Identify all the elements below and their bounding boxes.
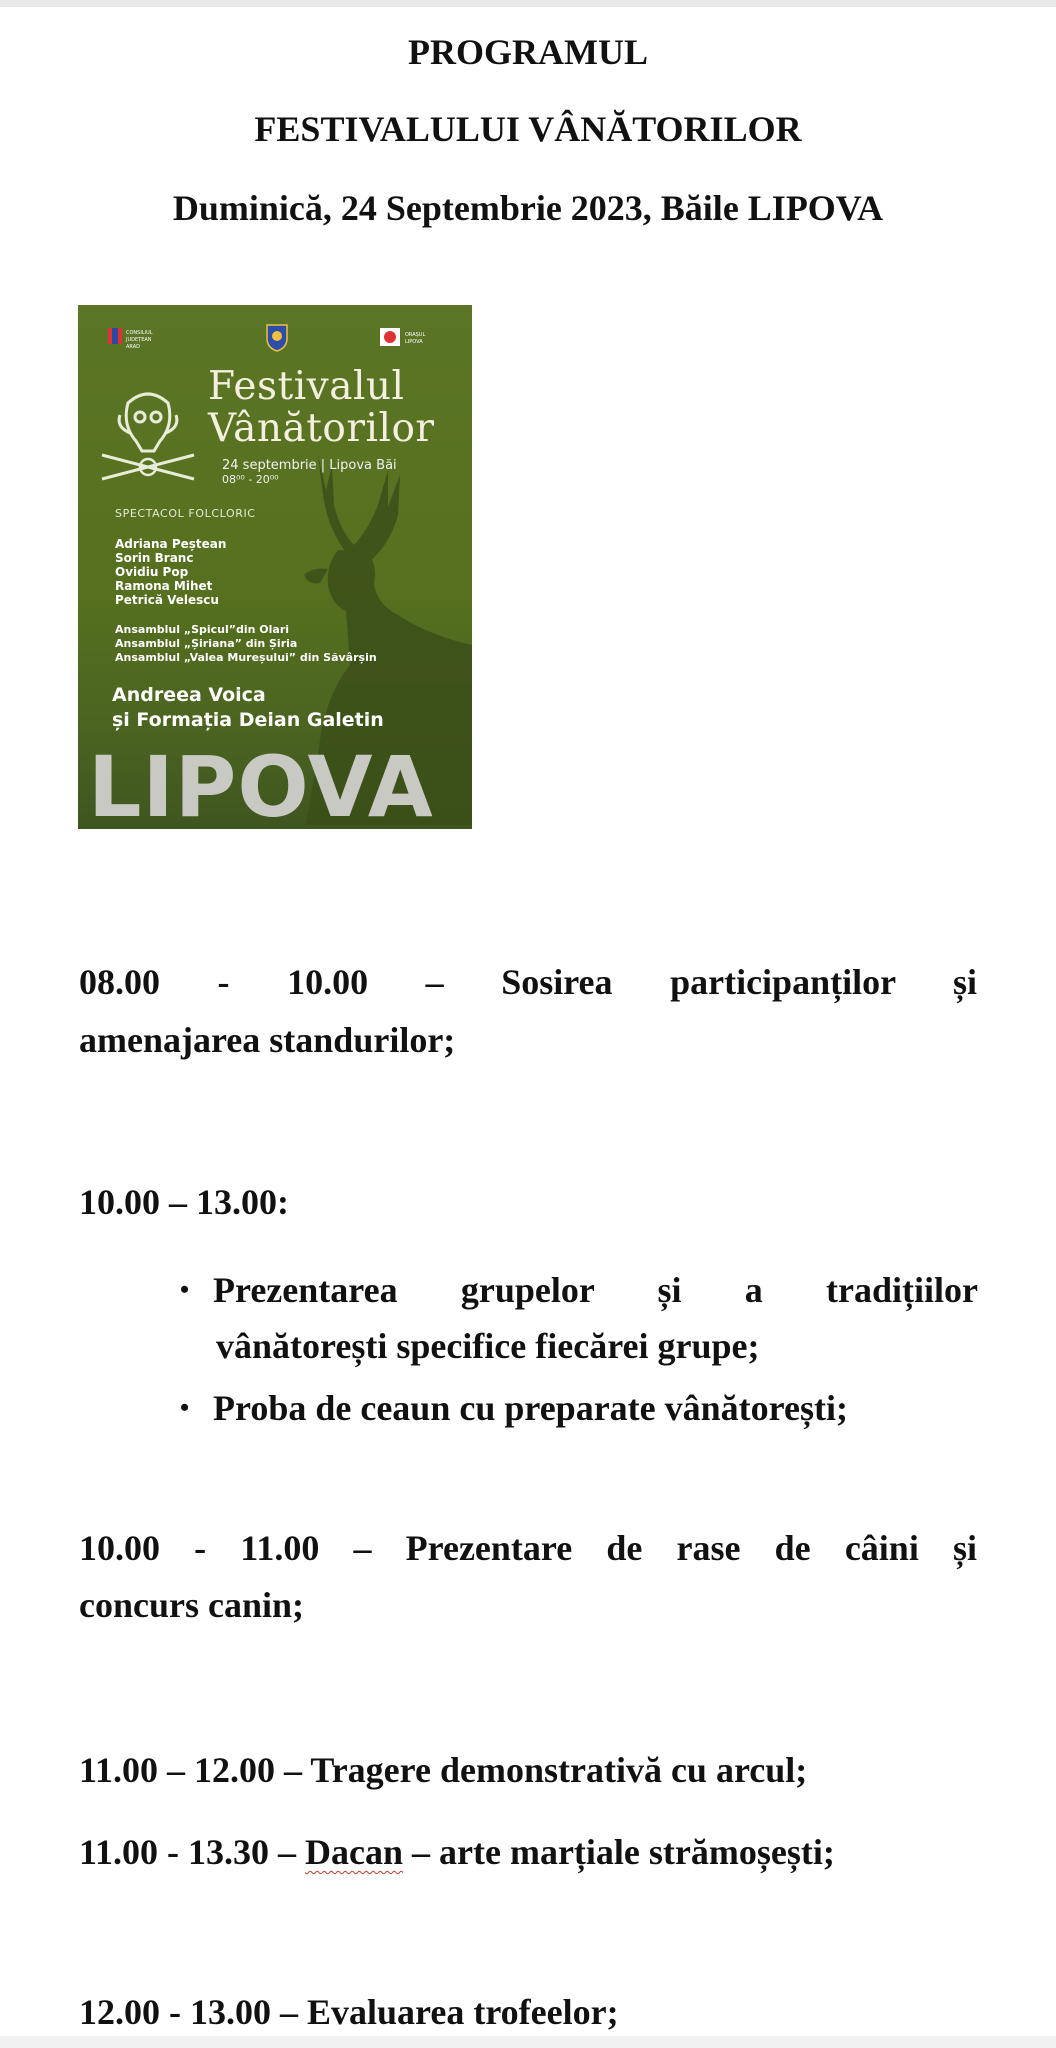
schedule-bullet-1-line2: vânătorești specifice fiecărei grupe; [216,1326,760,1366]
poster-artist: Petrică Velescu [115,593,219,607]
document-title: PROGRAMUL [408,32,648,72]
county-council-logo [108,322,178,352]
event-date-line: Duminică, 24 Septembrie 2023, Băile LIPOVA [172,188,884,228]
schedule-item-3-line1: 10.00 - 11.00 – Prezentare de rase de câini și [79,1528,977,1568]
spellcheck-word: Dacan [305,1832,404,1872]
poster-headliner-line1: Andreea Voica [112,684,266,706]
poster-ensemble: Ansamblul „Șiriana” din Șiria [115,637,298,650]
poster-artist: Sorin Branc [115,551,194,565]
poster-title-line2: Vânătorilor [208,406,435,451]
schedule-item-1-line2: amenajarea standurilor; [79,1020,456,1060]
poster-artist: Adriana Peștean [115,537,227,551]
poster-artist: Ovidiu Pop [115,565,189,579]
schedule-item-5-time: 11.00 - 13.30 – [79,1832,306,1872]
town-logo [380,322,450,352]
bottom-strip [0,2036,1056,2048]
festival-poster [78,305,472,829]
boar-skull-icon [98,375,198,485]
crest-logo [262,322,292,352]
poster-bottom-text: LIPOVA [88,738,434,829]
svg-text:ARAD: ARAD [126,344,140,350]
schedule-item-4: 11.00 – 12.00 – Tragere demonstrativă cu arcul; [79,1750,808,1790]
document-subtitle: FESTIVALULUI VÂNĂTORILOR [254,109,802,149]
poster-ensemble: Ansamblul „Valea Mureșului” din Săvârșin [115,651,377,664]
schedule-bullet-2: Proba de ceaun cu preparate vânătorești; [213,1388,848,1428]
schedule-item-2-time: 10.00 – 13.00: [79,1182,289,1222]
poster-ensemble: Ansamblul „Spicul”din Olari [115,623,290,636]
schedule-item-3-line2: concurs canin; [79,1585,304,1625]
poster-hours: 08⁰⁰ - 20⁰⁰ [222,473,279,486]
poster-artist: Ramona Mihet [115,579,213,593]
schedule-item-1-line1: 08.00 - 10.00 – Sosirea participanților și [79,962,977,1002]
poster-title-line1: Festivalul [208,364,405,409]
schedule-item-6: 12.00 - 13.00 – Evaluarea trofeelor; [79,1992,619,2032]
schedule-item-5 [79,1830,977,1874]
schedule-bullet-1-line1: Prezentarea grupelor și a tradițiilor [213,1270,978,1310]
svg-text:ORAȘUL: ORAȘUL [405,332,426,338]
schedule-item-5-desc: – arte marțiale strămoșești; [403,1832,835,1872]
poster-section-label: SPECTACOL FOLCLORIC [115,507,256,520]
poster-date: 24 septembrie | Lipova Băi [222,458,397,473]
svg-text:JUDEȚEAN: JUDEȚEAN [126,337,152,343]
svg-text:LIPOVA: LIPOVA [405,339,423,345]
svg-text:CONSILIUL: CONSILIUL [126,330,153,336]
bullet-icon: • [180,1393,190,1422]
top-strip [0,0,1056,7]
bullet-icon: • [180,1275,190,1304]
poster-headliner-line2: și Formația Deian Galetin [112,709,384,731]
